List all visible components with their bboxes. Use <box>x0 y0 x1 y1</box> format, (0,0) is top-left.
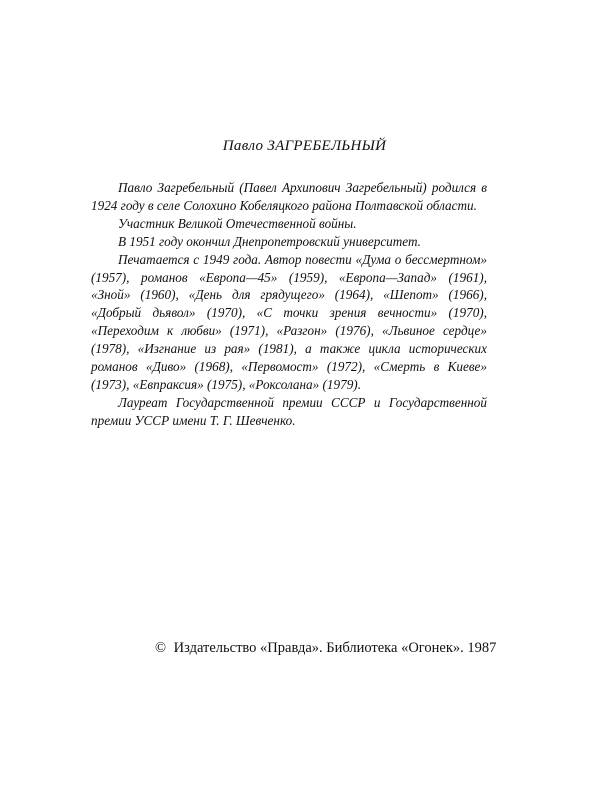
bio-paragraph-birth: Павло Загребельный (Павел Архипович Загребельный) родился в 1924 году в селе Солохино Кобеляцкого района Полтавской области. <box>91 180 487 213</box>
bio-paragraph-awards: Лауреат Государственной премии СССР и Государственной премии УССР имени Т. Г. Шевченко. <box>91 394 487 428</box>
bio-paragraph-war: Участник Великой Отечественной войны. <box>118 215 357 231</box>
copyright-notice <box>155 640 525 657</box>
author-biography <box>91 179 487 430</box>
bio-paragraph-education: В 1951 году окончил Днепропетровский университет. <box>118 233 421 249</box>
bio-paragraph-works: Печатается с 1949 года. Автор повести «Дума о бессмертном» (1957), романов «Европа—45» (1959), «Европа—Запад» (1961), «Зной» (1960), «День для грядущего» (1964), «Шепот» (1966), «Добрый дьявол» (1970), «С точки зрения вечности» (1970), «Переходим к любви» (1971), «Разгон» (1976), «Львиное сердце» (1978), «Изгнание из рая» (1981), а также цикла исторических романов «Диво» (1968), «Первомост» (1972), «Смерть в Киеве» (1973), «Евпраксия» (1975), «Роксолана» (1979). <box>91 251 487 392</box>
copyright-text: Издательство «Правда». Библиотека «Огонек». 1987 <box>173 640 497 656</box>
copyright-icon: © <box>155 640 167 656</box>
author-heading: Павло ЗАГРЕБЕЛЬНЫЙ <box>222 138 387 154</box>
